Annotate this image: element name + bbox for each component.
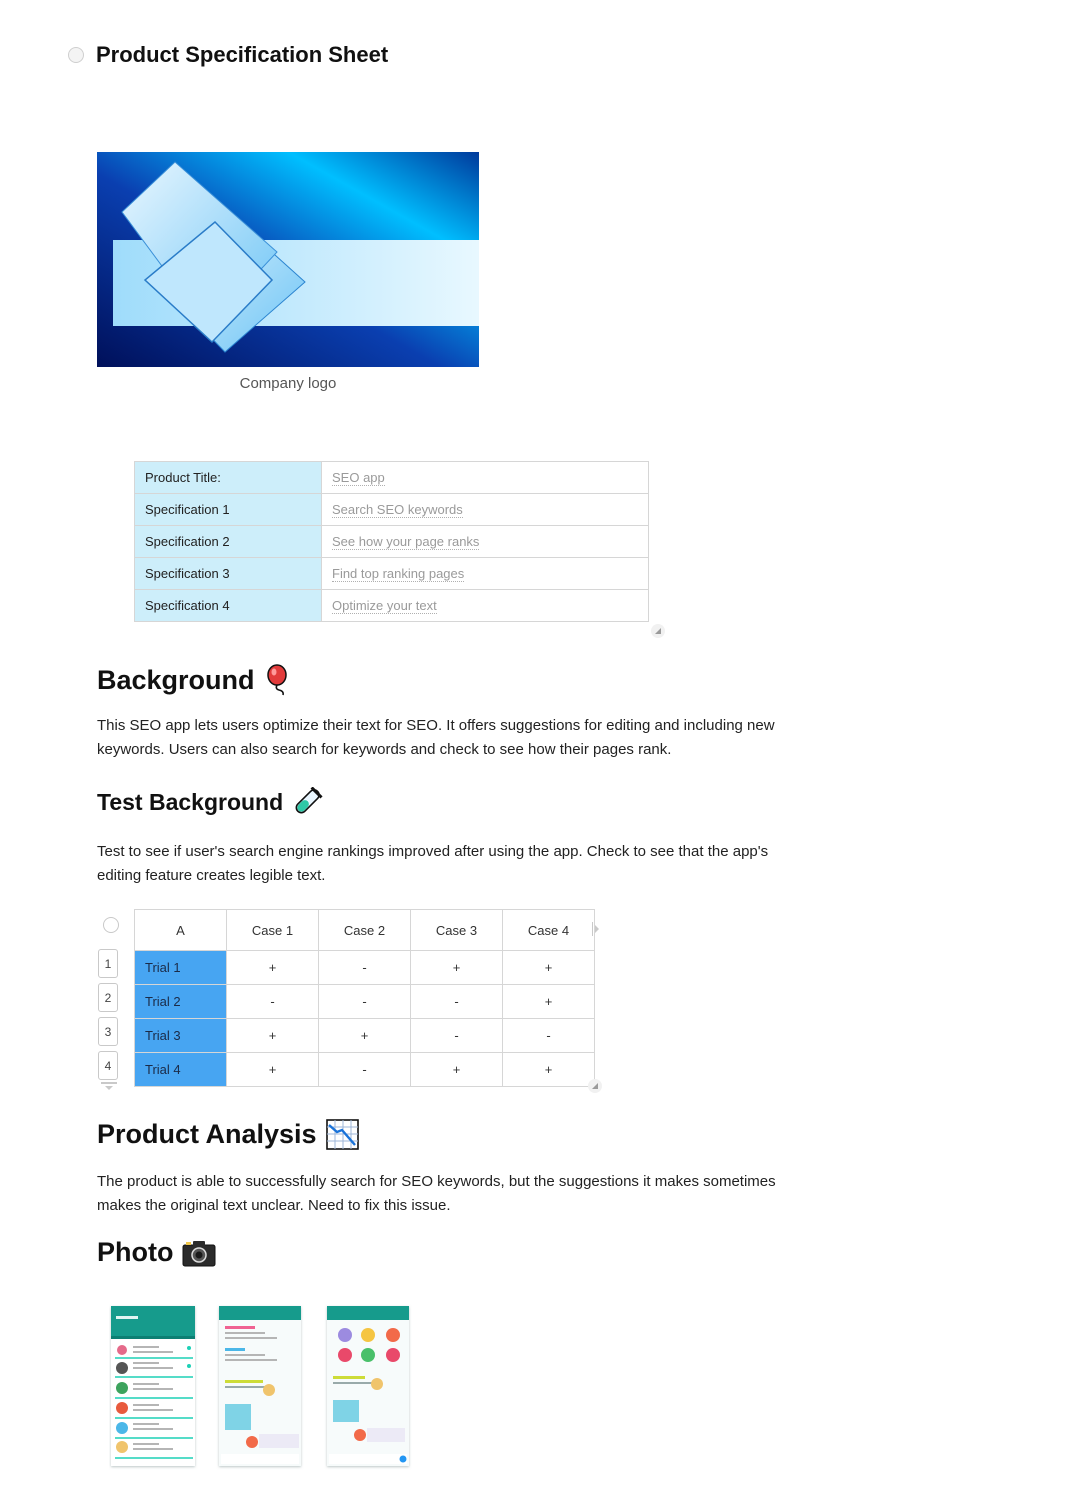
app-screenshots-image [109, 1304, 413, 1470]
table-cell[interactable]: + [503, 985, 595, 1019]
logo-caption: Company logo [239, 375, 337, 392]
table-cell[interactable]: + [227, 1019, 319, 1053]
table-cell[interactable]: + [503, 1053, 595, 1087]
spec-value[interactable] [322, 526, 649, 558]
analysis-heading-text: Product Analysis [97, 1119, 317, 1149]
trial-cell[interactable]: Trial 2 [135, 985, 227, 1019]
table-row [135, 526, 649, 558]
table-row [135, 951, 595, 985]
camera-icon [182, 1239, 216, 1267]
photo-heading-text: Photo [97, 1237, 174, 1267]
table-cell[interactable]: - [227, 985, 319, 1019]
spec-table [134, 461, 649, 622]
table-row [135, 1053, 595, 1087]
analysis-heading [97, 1119, 359, 1150]
trial-cell[interactable]: Trial 3 [135, 1019, 227, 1053]
column-header[interactable]: Case 2 [319, 910, 411, 951]
table-cell[interactable]: - [411, 985, 503, 1019]
photo-heading [97, 1237, 216, 1268]
spec-value[interactable] [322, 494, 649, 526]
spec-value-text: See how your page ranks [332, 534, 480, 549]
column-header[interactable]: Case 4 [503, 910, 595, 951]
table-cell[interactable]: + [411, 1053, 503, 1087]
test-background-heading [97, 787, 323, 817]
spec-table-resize-handle[interactable] [651, 624, 665, 638]
balloon-icon [264, 664, 294, 696]
trial-cell[interactable]: Trial 4 [135, 1053, 227, 1087]
spec-key[interactable]: Product Title: [135, 462, 322, 494]
add-column-handle[interactable] [592, 922, 593, 936]
title-row [68, 42, 388, 68]
phone-screenshot-1 [111, 1306, 195, 1466]
spec-value-text: Search SEO keywords [332, 502, 463, 517]
analysis-paragraph: The product is able to successfully search for SEO keywords, but the suggestions it makes sometimes makes the original text unclear. Need to fix this issue. [97, 1173, 776, 1214]
table-cell[interactable]: + [411, 951, 503, 985]
spec-key[interactable]: Specification 2 [135, 526, 322, 558]
row-number[interactable]: 2 [98, 983, 118, 1012]
chart-decreasing-icon [326, 1119, 359, 1150]
table-row [135, 985, 595, 1019]
phone-screenshot-2 [219, 1306, 301, 1466]
spec-value-text: Optimize your text [332, 598, 437, 613]
table-row [135, 462, 649, 494]
table-row [135, 1019, 595, 1053]
add-row-handle[interactable] [101, 1082, 117, 1084]
trial-cell[interactable]: Trial 1 [135, 951, 227, 985]
spec-value-text: Find top ranking pages [332, 566, 465, 581]
row-number[interactable]: 3 [98, 1017, 118, 1046]
test-results-table [134, 909, 595, 1087]
column-header[interactable]: A [135, 910, 227, 951]
spec-value[interactable] [322, 558, 649, 590]
spec-key[interactable]: Specification 4 [135, 590, 322, 622]
table-cell[interactable]: + [227, 1053, 319, 1087]
column-header[interactable]: Case 1 [227, 910, 319, 951]
spec-value[interactable] [322, 590, 649, 622]
phone-screenshot-3 [327, 1306, 409, 1466]
test-table-resize-handle[interactable] [588, 1079, 602, 1093]
row-number-column [98, 949, 118, 1080]
table-row [135, 590, 649, 622]
column-header[interactable]: Case 3 [411, 910, 503, 951]
company-logo-image [97, 152, 479, 367]
background-paragraph: This SEO app lets users optimize their text for SEO. It offers suggestions for editing and including new keywords. Users can also search for keywords and check to see how their pages rank. [97, 717, 775, 758]
table-cell[interactable]: - [319, 951, 411, 985]
background-heading-text: Background [97, 664, 255, 695]
table-cell[interactable]: + [503, 951, 595, 985]
spec-value[interactable] [322, 462, 649, 494]
spec-value-text: SEO app [332, 470, 385, 485]
add-row-arrow-icon [105, 1086, 113, 1090]
page-title: Product Specification Sheet [96, 42, 389, 67]
row-number[interactable]: 4 [98, 1051, 118, 1080]
table-cell[interactable]: - [503, 1019, 595, 1053]
table-header-row [135, 910, 595, 951]
table-cell[interactable]: + [227, 951, 319, 985]
test-background-heading-text: Test Background [97, 788, 284, 815]
table-cell[interactable]: - [319, 985, 411, 1019]
table-row [135, 558, 649, 590]
spec-key[interactable]: Specification 1 [135, 494, 322, 526]
spec-key[interactable]: Specification 3 [135, 558, 322, 590]
row-number[interactable]: 1 [98, 949, 118, 978]
test-background-paragraph: Test to see if user's search engine rankings improved after using the app. Check to see that the app's editing feature creates legible text. [97, 843, 769, 884]
table-row [135, 494, 649, 526]
status-circle[interactable] [68, 47, 84, 63]
table-cell[interactable]: - [411, 1019, 503, 1053]
add-column-arrow-icon [595, 925, 599, 933]
table-cell[interactable]: - [319, 1053, 411, 1087]
table-cell[interactable]: + [319, 1019, 411, 1053]
test-tube-icon [291, 787, 323, 817]
select-all-circle[interactable] [103, 917, 119, 933]
background-heading [97, 664, 294, 696]
